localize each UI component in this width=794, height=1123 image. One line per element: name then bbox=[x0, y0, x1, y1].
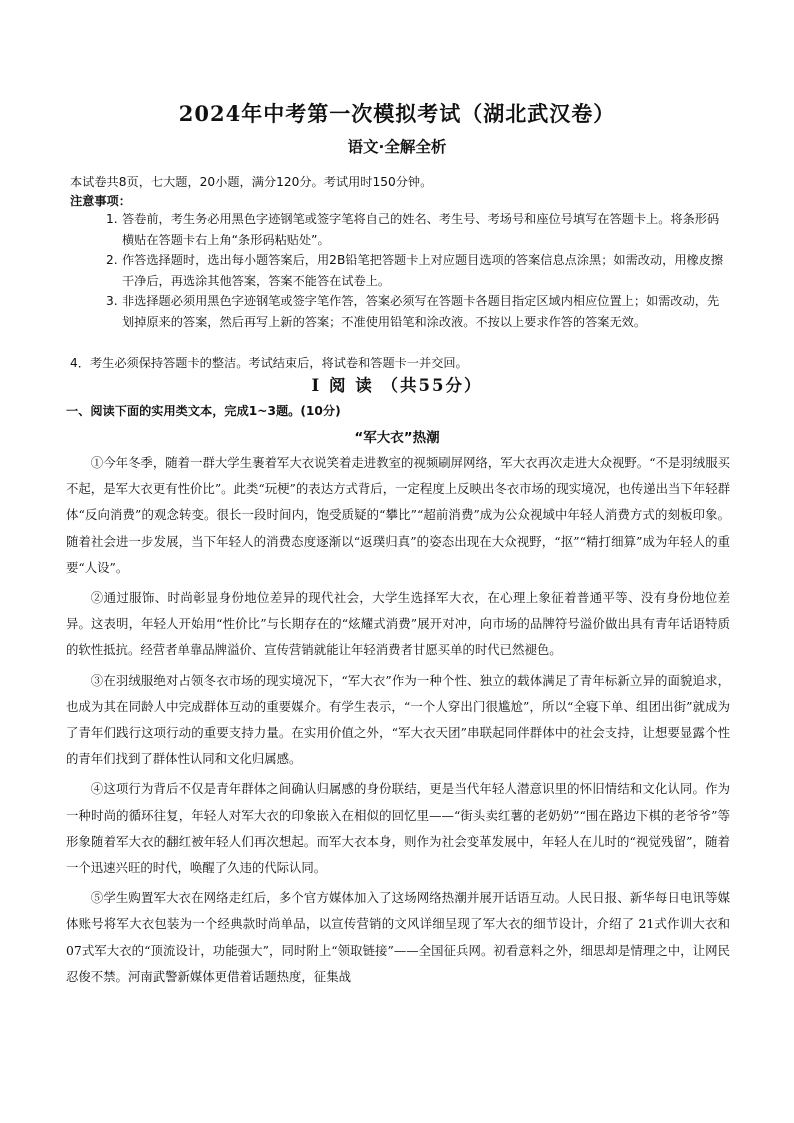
notice-item-text: 作答选择题时，选出每小题答案后，用2B铅笔把答题卡上对应题目选项的答案信息点涂黑；如需改动，用橡皮擦干净后，再选涂其他答案，答案不能答在试卷上。 bbox=[122, 253, 724, 288]
page-title: 2024年中考第一次模拟考试（湖北武汉卷） bbox=[178, 101, 616, 126]
article-paragraph: ⑤学生购置军大衣在网络走红后，多个官方媒体加入了这场网络热潮并展开话语互动。人民日报、新华每日电讯等媒体账号将军大衣包装为一个经典款时尚单品，以宣传营销的文风详细呈现了军大衣的细节设计，介绍了 21式作训大衣和07式军大衣的“顶流设计，功能强大”，同时附上“领取链接”——全国征兵网。初看意料之外，细思却是情理之中，让网民忍俊不禁。河南武警新媒体更借着话题热度，征集战 bbox=[66, 890, 730, 984]
notice-item bbox=[106, 250, 724, 291]
notice-heading: 注意事项： bbox=[70, 194, 131, 208]
notice-item-4: 4．考生必须保持答题卡的整洁。考试结束后，将试卷和答题卡一并交回。 bbox=[70, 356, 468, 370]
section-title: I 阅 读 （共55分） bbox=[311, 376, 483, 395]
article-title: “军大衣”热潮 bbox=[354, 430, 440, 446]
notice-item bbox=[106, 291, 724, 332]
notice-item-text: 非选择题必须用黑色字迹钢笔或签字笔作答，答案必须写在答题卡各题目指定区域内相应位置上；如需改动，先划掉原来的答案，然后再写上新的答案；不准使用铅笔和涂改液。不按以上要求作答的答案无效。 bbox=[122, 294, 720, 329]
question-heading: 一、阅读下面的实用类文本，完成1~3题。(10分) bbox=[66, 404, 341, 418]
notice-list bbox=[106, 209, 724, 332]
article-paragraph: ④这项行为背后不仅是青年群体之间确认归属感的身份联结，更是当代年轻人潜意识里的怀旧情结和文化认同。作为一种时尚的循环往复，年轻人对军大衣的印象嵌入在相似的回忆里——“街头卖红薯的老奶奶”“围在路边下棋的老爷爷”等形象随着军大衣的翻红被年轻人们再次想起。而军大衣本身，则作为社会变革发展中，年轻人在儿时的“视觉残留”，随着一个迅速兴旺的时代，唤醒了久违的代际认同。 bbox=[66, 781, 730, 876]
page-subtitle: 语文·全解全析 bbox=[347, 138, 447, 156]
notice-item-number: 3. bbox=[106, 294, 118, 308]
article-paragraph: ①今年冬季，随着一群大学生裹着军大衣说笑着走进教室的视频刷屏网络，军大衣再次走进大众视野。“不是羽绒服买不起，是军大衣更有性价比”。此类“玩梗”的表达方式背后，一定程度上反映出冬衣市场的现实境况，也传递出当下年轻群体“反向消费”的观念转变。很长一段时间内，饱受质疑的“攀比”“超前消费”成为公众视域中年轻人消费方式的刻板印象。随着社会进一步发展，当下年轻人的消费态度逐渐以“返璞归真”的姿态出现在大众视野，“抠”“精打细算”成为年轻人的重要“人设”。 bbox=[66, 455, 730, 575]
notice-item-number: 1. bbox=[106, 212, 118, 226]
exam-info: 本试卷共8页，七大题，20小题，满分120分。考试用时150分钟。 bbox=[70, 175, 433, 189]
notice-item-number: 2. bbox=[106, 253, 118, 267]
article-paragraph: ②通过服饰、时尚彰显身份地位差异的现代社会，大学生选择军大衣，在心理上象征着普通平等、没有身份地位差异。这表明，年轻人开始用“性价比”与长期存在的“炫耀式消费”展开对冲，向市场的品牌符号溢价做出具有青年话语特质的软性抵抗。经营者单靠品牌溢价、宣传营销就能让年轻消费者甘愿买单的时代已然褪色。 bbox=[66, 590, 730, 658]
article-body bbox=[66, 450, 730, 994]
notice-item bbox=[106, 209, 724, 250]
article-paragraph: ③在羽绒服绝对占领冬衣市场的现实境况下，“军大衣”作为一种个性、独立的载体满足了青年标新立异的面貌追求，也成为其在同龄人中完成群体互动的重要媒介。有学生表示，“一个人穿出门很尴尬”，所以“全寝下单、组团出街”就成为了青年们践行这项行动的重要支持力量。在实用价值之外，“军大衣天团”串联起同伴群体中的社会支持，让想要显露个性的青年们找到了群体性认同和文化归属感。 bbox=[66, 672, 730, 767]
notice-item-text: 答卷前，考生务必用黑色字迹钢笔或签字笔将自己的姓名、考生号、考场号和座位号填写在答题卡上。将条形码横贴在答题卡右上角“条形码粘贴处”。 bbox=[122, 212, 720, 247]
